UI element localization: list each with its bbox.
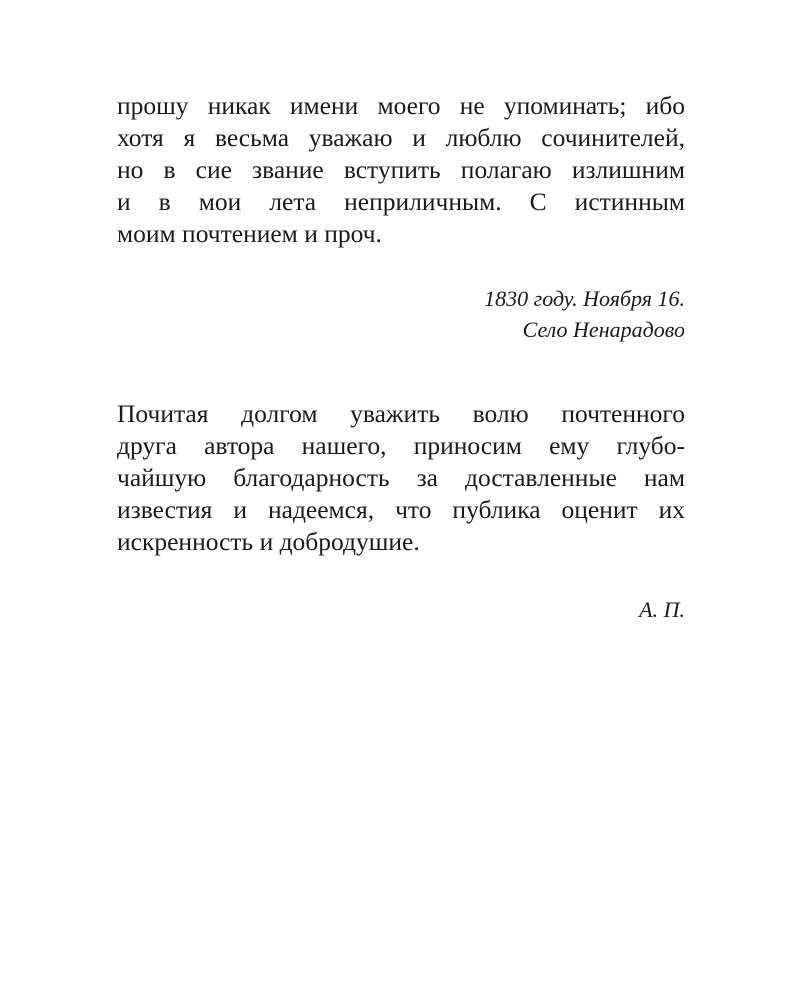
- text-line: хотя я весьма уважаю и люблю сочинителей,: [117, 123, 685, 152]
- text-line: искренность и добродушие.: [117, 527, 420, 556]
- text-line: чайшую благодарность за доставленные нам: [117, 463, 685, 492]
- publisher-note-paragraph: [117, 398, 685, 558]
- text-line: Почитая долгом уважить волю почтенного: [117, 399, 685, 428]
- book-page: [117, 90, 685, 625]
- text-line: моим почтением и проч.: [117, 219, 382, 248]
- text-line: но в сие звание вступить полагаю излишним: [117, 155, 685, 184]
- text-line: известия и надеемся, что публика оценит их: [117, 495, 685, 524]
- text-line: друга автора нашего, приносим ему глубо-: [117, 431, 685, 460]
- publisher-signature: А. П.: [639, 597, 685, 622]
- letter-closing-paragraph: [117, 90, 685, 250]
- text-line: прошу никак имени моего не упоминать; ибо: [117, 91, 685, 120]
- letter-date: 1830 году. Ноября 16.: [484, 286, 685, 311]
- text-line: и в мои лета неприличным. С истинным: [117, 187, 685, 216]
- letter-place: Село Ненарадово: [522, 317, 685, 342]
